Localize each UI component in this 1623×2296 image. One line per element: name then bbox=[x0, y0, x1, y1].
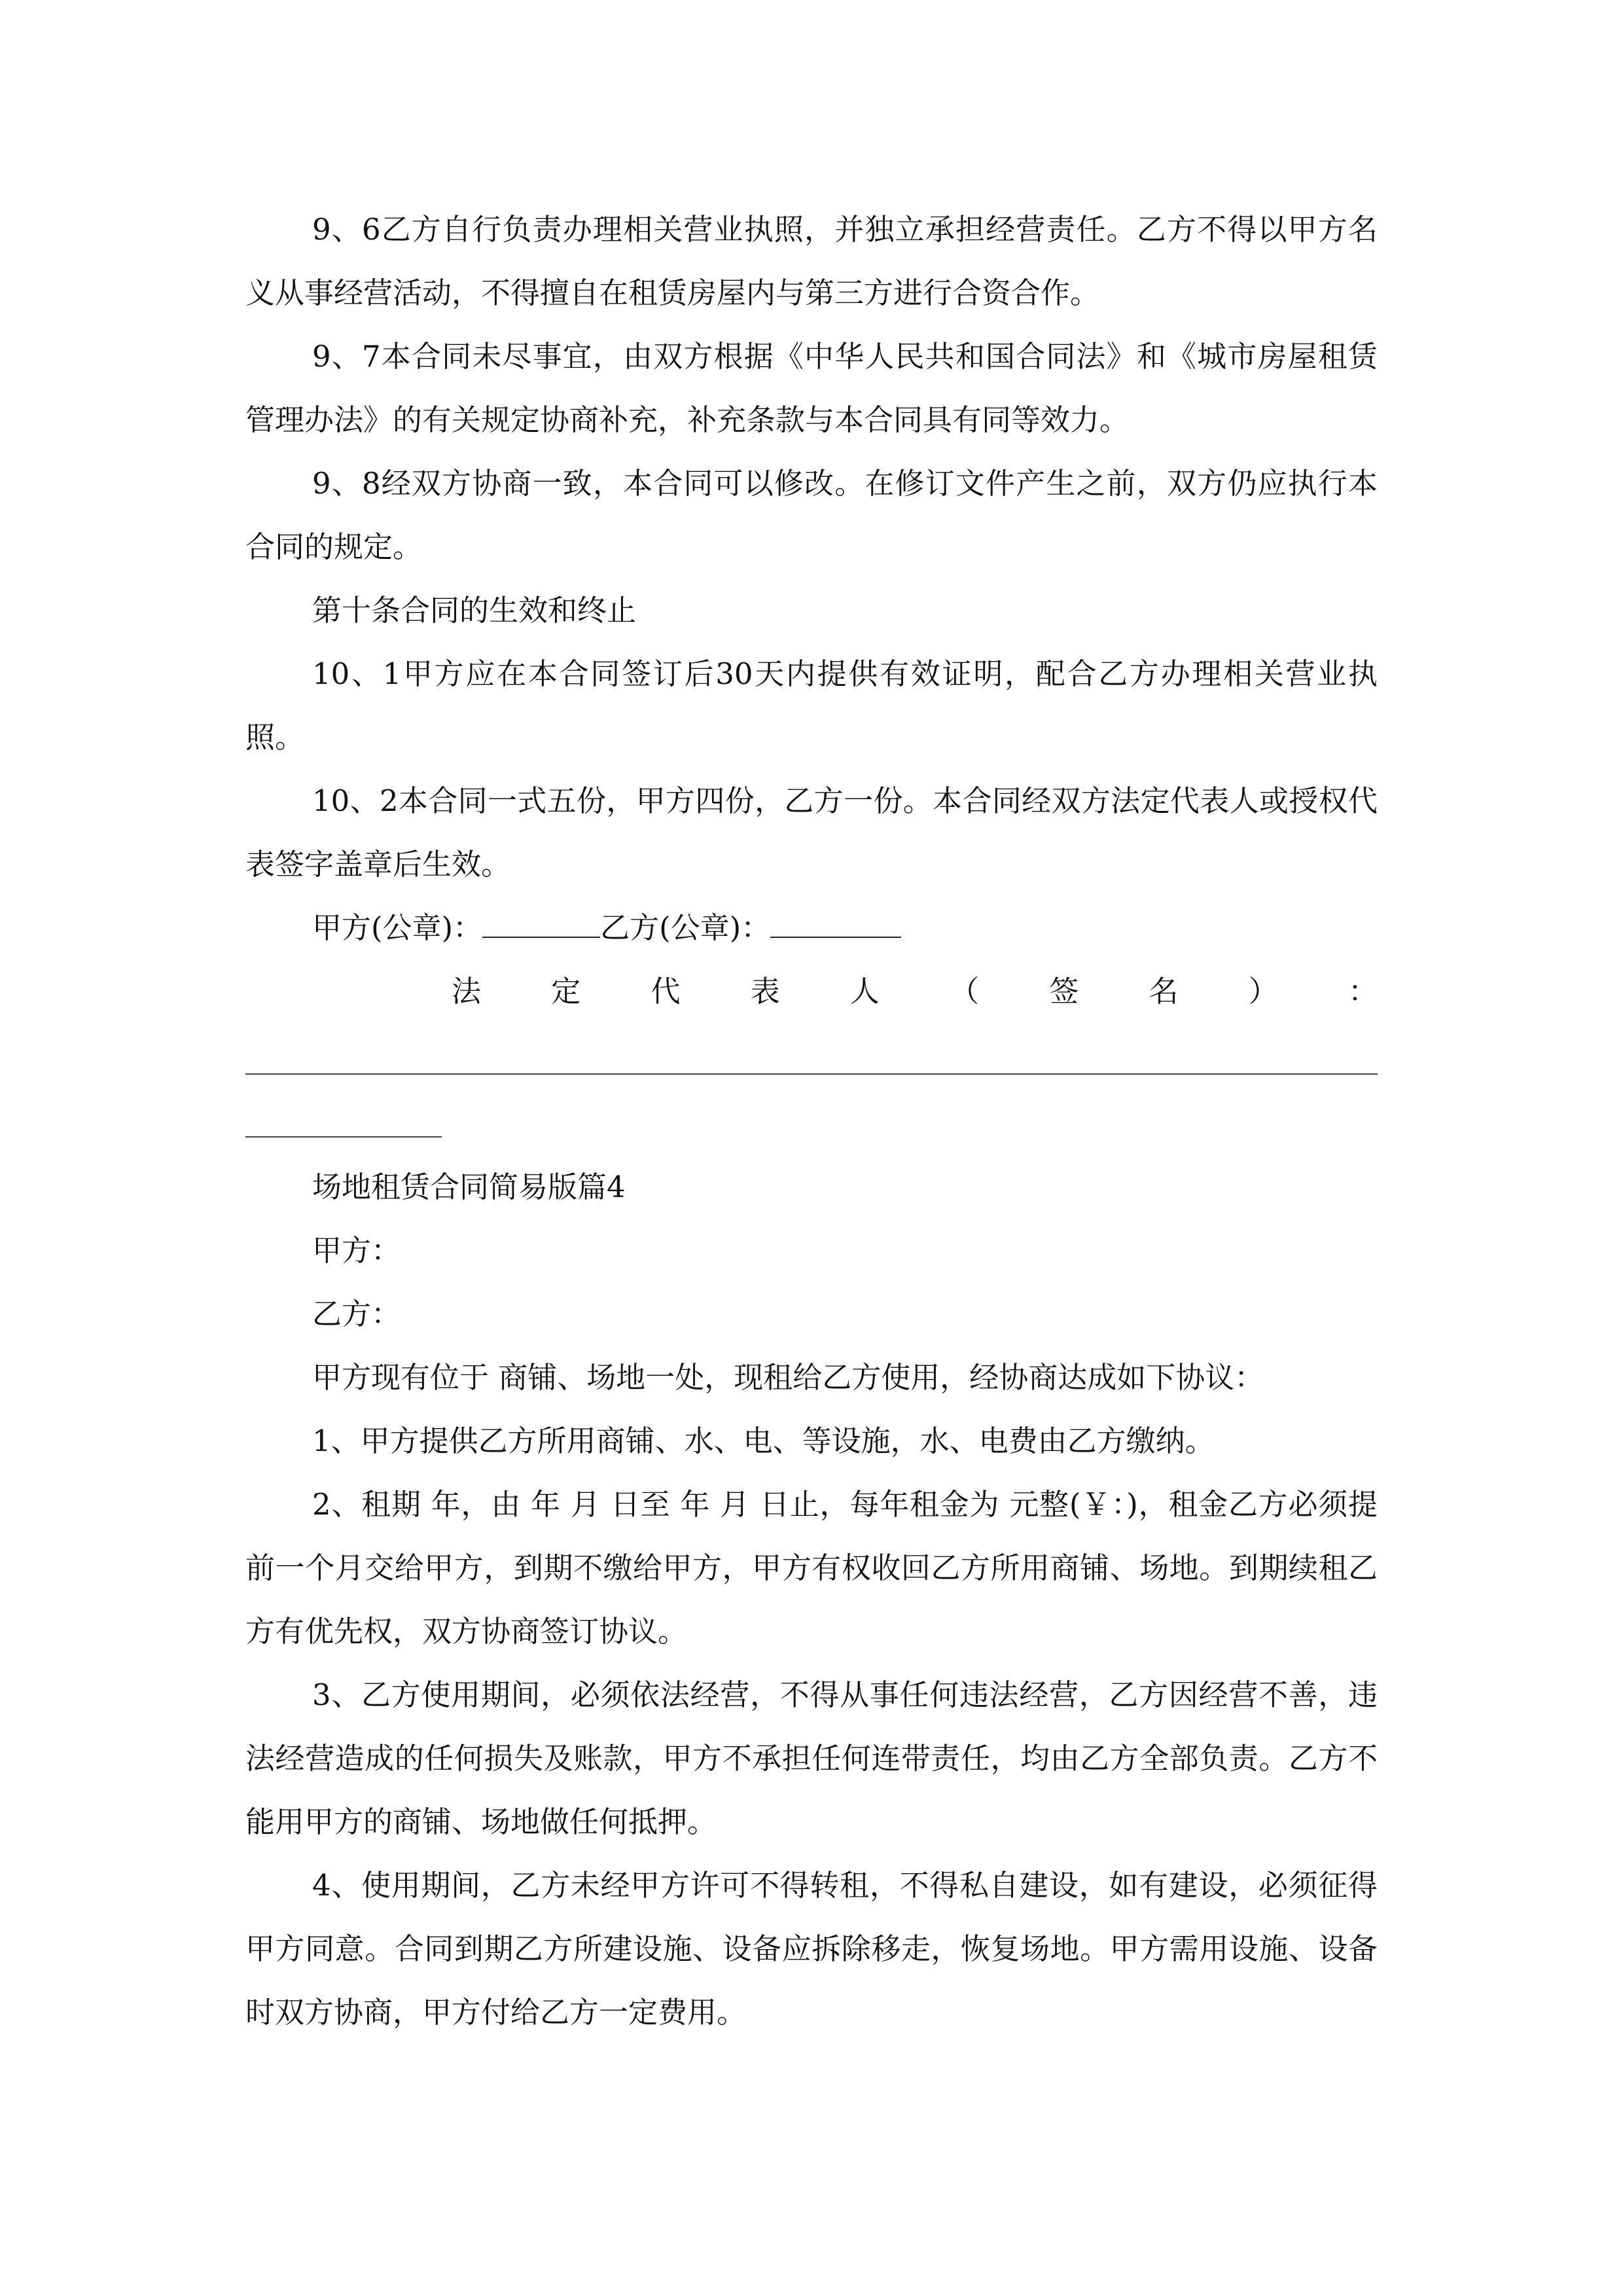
legal-rep-char: 定 bbox=[551, 974, 581, 1009]
clause-4: 4、使用期间，乙方未经甲方许可不得转租，不得私自建设，如有建设，必须征得甲方同意。合同到期乙方所建设施、设备应拆除移走，恢复场地。甲方需用设施、设备时双方协商，甲方付给乙方一定费用。 bbox=[245, 1868, 1378, 2030]
clause-10-1: 10、1甲方应在本合同签订后30天内提供有效证明，配合乙方办理相关营业执照。 bbox=[245, 656, 1378, 755]
party-b-label: 乙方： bbox=[312, 1297, 401, 1331]
signature-underline-short bbox=[245, 1136, 442, 1138]
legal-rep-char: 法 bbox=[452, 974, 482, 1009]
legal-rep-char: ： bbox=[1347, 974, 1378, 1009]
contract-4-title: 场地租赁合同简易版篇4 bbox=[312, 1170, 626, 1204]
party-b-seal-blank bbox=[770, 910, 901, 938]
legal-rep-signature-line bbox=[245, 960, 1378, 1023]
article-10-heading: 第十条合同的生效和终止 bbox=[312, 593, 637, 628]
party-a-seal-blank bbox=[482, 910, 600, 938]
legal-rep-char: （ bbox=[950, 974, 980, 1009]
legal-rep-char: 人 bbox=[849, 974, 880, 1009]
clause-3: 3、乙方使用期间，必须依法经营，不得从事任何违法经营，乙方因经营不善，违法经营造成的任何损失及账款，甲方不承担任何连带责任，均由乙方全部负责。乙方不能用甲方的商铺、场地做任何抵押。 bbox=[245, 1677, 1378, 1839]
legal-rep-char: 表 bbox=[750, 974, 780, 1009]
party-a-seal-label: 甲方(公章)： bbox=[312, 910, 483, 945]
party-b-seal-label: 乙方(公章)： bbox=[600, 910, 771, 945]
seal-line bbox=[245, 896, 1378, 960]
clause-2: 2、租期 年，由 年 月 日至 年 月 日止，每年租金为 元整(￥：)，租金乙方必须提前一个月交给甲方，到期不缴给甲方，甲方有权收回乙方所用商铺、场地。到期续租乙方有优先权，双方协商签订协议。 bbox=[245, 1487, 1378, 1649]
clause-9-7: 9、7本合同未尽事宜，由双方根据《中华人民共和国合同法》和《城市房屋租赁管理办法》的有关规定协商补充，补充条款与本合同具有同等效力。 bbox=[245, 339, 1378, 437]
section-contract-4 bbox=[245, 1155, 1378, 2044]
clause-9-8: 9、8经双方协商一致，本合同可以修改。在修订文件产生之前，双方仍应执行本合同的规定。 bbox=[245, 466, 1378, 564]
legal-rep-char: 名 bbox=[1149, 974, 1179, 1009]
clause-1: 1、甲方提供乙方所用商铺、水、电、等设施，水、电费由乙方缴纳。 bbox=[312, 1424, 1215, 1458]
legal-rep-char: ） bbox=[1248, 974, 1278, 1009]
section-contract-3-end bbox=[245, 198, 1378, 1023]
clause-10-2: 10、2本合同一式五份，甲方四份，乙方一份。本合同经双方法定代表人或授权代表签字盖章后生效。 bbox=[245, 783, 1378, 882]
signature-underline bbox=[245, 1073, 1378, 1075]
contract-4-intro: 甲方现有位于 商铺、场地一处，现租给乙方使用，经协商达成如下协议： bbox=[312, 1360, 1264, 1395]
legal-rep-char: 签 bbox=[1049, 974, 1079, 1009]
party-a-label: 甲方： bbox=[312, 1233, 401, 1268]
clause-9-6: 9、6乙方自行负责办理相关营业执照，并独立承担经营责任。乙方不得以甲方名义从事经营活动，不得擅自在租赁房屋内与第三方进行合资合作。 bbox=[245, 212, 1378, 310]
legal-rep-char: 代 bbox=[651, 974, 681, 1009]
